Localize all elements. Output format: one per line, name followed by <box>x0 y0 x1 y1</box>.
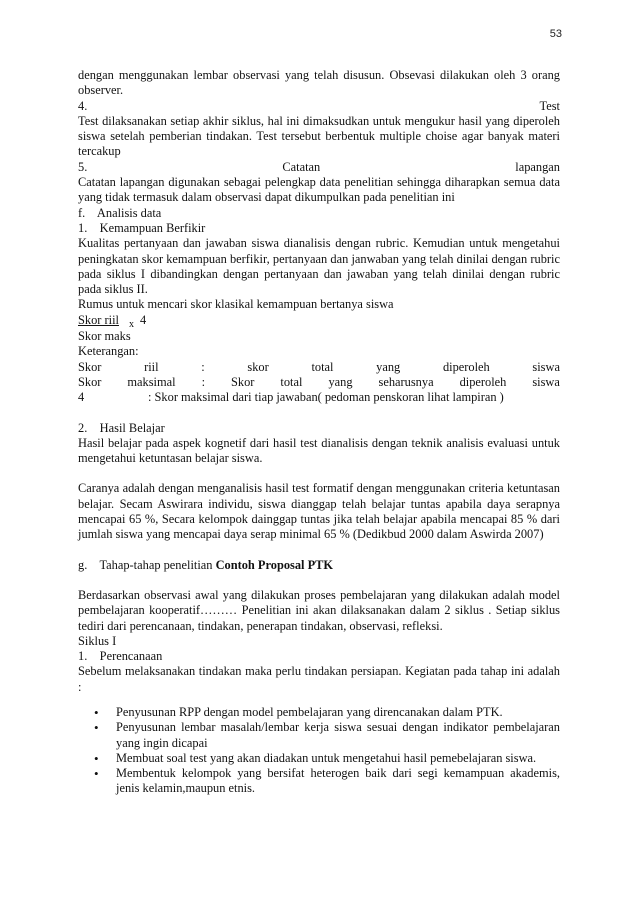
page-number: 53 <box>549 28 562 40</box>
ket2-word: seharusnya <box>378 374 434 389</box>
paragraph-kualitas: Kualitas pertanyaan dan jawaban siswa dianalisis dengan rubric. Kemudian untuk mengetahui peningkatan skor kemampuan berfikir, pertanyaan dan janwaban yang telah dinilai dengan rubric pada siklus I dibandingkan dengan pertanyaan dan jawaban yang telah dinilai dengan rubric pada siklus II. <box>78 236 560 297</box>
formula-factor: 4 <box>139 312 147 327</box>
keterangan-line-1 <box>78 360 560 375</box>
formula-denominator: Skor maks <box>78 329 131 344</box>
list-item: • Membentuk kelompok yang bersifat heterogen baik dari segi kemampuan akademis, jenis kelamin,maupun etnis. <box>116 766 560 797</box>
ket1-word: diperoleh <box>442 359 490 374</box>
page-body <box>78 68 560 797</box>
ket2-word: diperoleh <box>459 374 507 389</box>
keterangan-label: Keterangan: <box>78 344 139 359</box>
ket1-word: total <box>311 359 334 374</box>
formula-numerator: Skor riil <box>78 312 119 327</box>
ket2-word: total <box>280 374 303 389</box>
ket3-text: : Skor maksimal dari tiap jawaban( pedoman penskoran lihat lampiran ) <box>148 390 504 405</box>
ket2-word: yang <box>328 374 353 389</box>
ket2-word: siswa <box>532 374 560 389</box>
item-5-word-2: lapangan <box>515 159 560 174</box>
heading-analisis-data: f. Analisis data <box>78 205 162 220</box>
paragraph-hasil: Hasil belajar pada aspek kognetif dari hasil test dianalisis dengan teknik analisis evaluasi untuk mengetahui ketuntasan belajar siswa. <box>78 435 560 466</box>
ket3-number: 4 <box>78 390 85 405</box>
paragraph-rumus: Rumus untuk mencari skor klasikal kemampuan bertanya siswa <box>78 297 394 312</box>
ket1-word: Skor <box>78 359 102 374</box>
ket2-word: Skor <box>78 374 102 389</box>
list-item: • Membuat soal test yang akan diadakan untuk mengetahui hasil pemebelajaran siswa. <box>116 751 560 766</box>
item-4-number: 4. <box>78 98 88 113</box>
keterangan-line-2 <box>78 375 560 390</box>
heading-tahap-prefix: g. Tahap-tahap penelitian <box>78 557 216 572</box>
ket1-word: skor <box>247 359 269 374</box>
ket2-word: : <box>201 374 206 389</box>
heading-hasil-belajar: 2. Hasil Belajar <box>78 420 165 435</box>
heading-perencanaan: 1. Perencanaan <box>78 649 163 664</box>
paragraph-test: Test dilaksanakan setiap akhir siklus, hal ini dimaksudkan untuk mengukur hasil yang diperoleh siswa setelah pemberian tindakan. Test tersebut berbentuk multiple choise agar banyak materi tercakup <box>78 113 560 159</box>
list-item: • Penyusunan lembar masalah/lembar kerja siswa sesuai dengan indikator pembelajaran yang ingin dicapai <box>116 720 560 751</box>
item-5-number: 5. <box>78 159 88 174</box>
heading-tahap-penelitian <box>78 558 560 573</box>
ket2-word: Skor <box>231 374 255 389</box>
item-4-title: Test <box>539 98 560 113</box>
formula-times: x <box>128 318 134 330</box>
ket1-word: riil <box>144 359 159 374</box>
kegiatan-list <box>78 705 560 797</box>
paragraph-observer: dengan menggunakan lembar observasi yang telah disusun. Obsevasi dilakukan oleh 3 orang observer. <box>78 68 560 98</box>
list-item: • Penyusunan RPP dengan model pembelajaran yang direncanakan dalam PTK. <box>116 705 560 720</box>
paragraph-sebelum: Sebelum melaksanakan tindakan maka perlu tindakan persiapan. Kegiatan pada tahap ini adalah : <box>78 664 560 694</box>
heading-tahap-bold: Contoh Proposal PTK <box>215 557 334 572</box>
item-5-heading <box>78 160 560 175</box>
ket1-word: siswa <box>532 359 560 374</box>
item-5-word-1: Catatan <box>282 159 321 174</box>
keterangan-line-3 <box>78 390 560 405</box>
item-4-heading <box>78 99 560 114</box>
paragraph-berdasarkan: Berdasarkan observasi awal yang dilakukan proses pembelajaran yang dilakukan adalah model pembelajaran kooperatif……… Penelitian ini akan dilaksanakan dalam 2 siklus . Setiap siklus tediri dari perencanaan, tindakan, penerapan tindakan, observasi, refleksi. <box>78 587 560 633</box>
paragraph-catatan: Catatan lapangan digunakan sebagai pelengkap data penelitian sehingga diharapkan semua data yang tidak termasuk dalam observasi dapat dikumpulkan pada penelitian ini <box>78 175 560 205</box>
paragraph-caranya: Caranya adalah dengan menganalisis hasil test formatif dengan menggunakan criteria ketuntasan belajar. Secam Aswirara individu, siswa dianggap telah belajar tuntas apabila daya serapnya mencapai 65 %, Secara kelompok dainggap tuntas jika telah belajar apabila mencapai 85 % dari jumlah siswa yang mencapai daya serap minimal 65 % (Dedikbud 2000 dalam Aswirda 2007) <box>78 481 560 542</box>
formula-numerator-line <box>78 313 560 329</box>
ket2-word: maksimal <box>127 374 176 389</box>
siklus-label: Siklus I <box>78 633 117 648</box>
ket1-word: yang <box>376 359 401 374</box>
ket1-word: : <box>201 359 205 374</box>
heading-kemampuan-berfikir: 1. Kemampuan Berfikir <box>78 220 206 235</box>
